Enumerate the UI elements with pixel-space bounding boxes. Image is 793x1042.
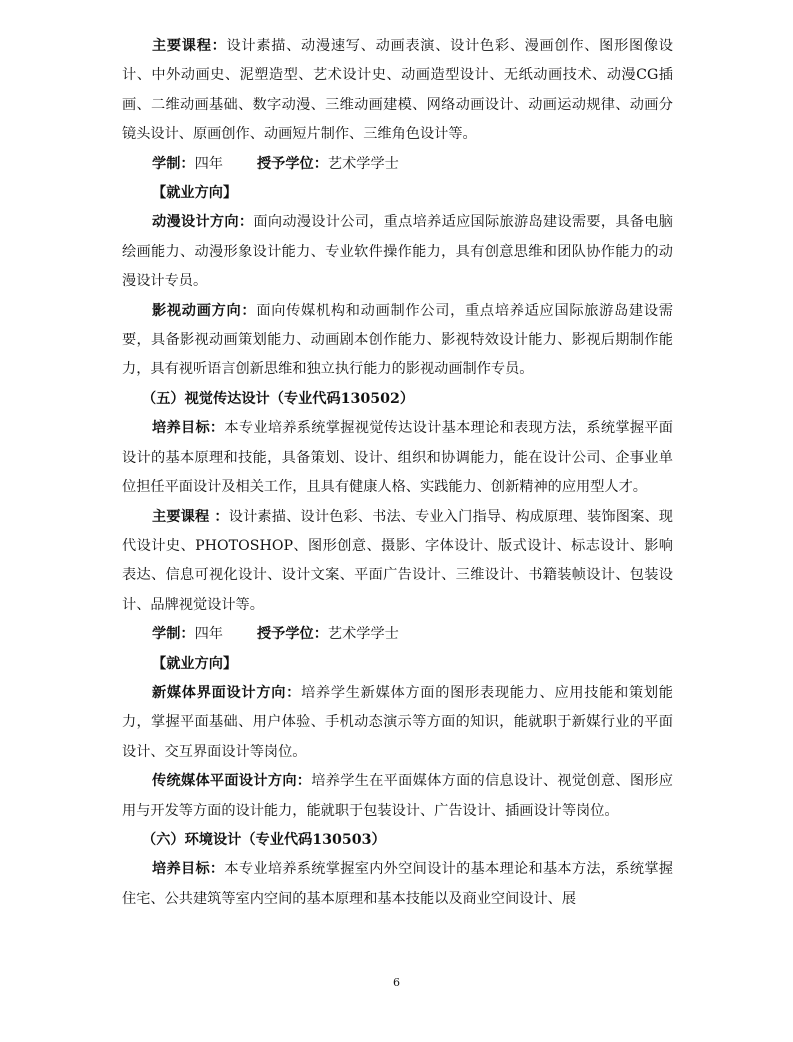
employment-paragraph (122, 679, 673, 767)
paragraph-label: 培养目标： (152, 420, 225, 437)
paragraph-label: 主要课程 ： (152, 508, 229, 525)
training-goal-paragraph (122, 855, 673, 914)
page-content (122, 32, 673, 914)
paragraph-label: 培养目标： (152, 861, 225, 878)
degree-value: 艺术学学士 (327, 626, 399, 643)
employment-paragraph (122, 208, 673, 296)
main-courses-paragraph (122, 32, 673, 150)
main-courses-paragraph (122, 503, 673, 621)
paragraph-label: 传统媒体平面设计方向： (152, 773, 312, 790)
section-title: （五）视觉传达设计（专业代码130502） (142, 390, 415, 407)
paragraph-text: 设计素描、设计色彩、书法、专业入门指导、构成原理、装饰图案、现代设计史、PHOTOSHOP、图形创意、摄影、字体设计、版式设计、标志设计、影响表达、信息可视化设计、设计文案、平面广告设计、三维设计、书籍装帧设计、包装设计、品牌视觉设计等。 (122, 508, 673, 613)
employment-paragraph (122, 767, 673, 826)
paragraph-label: 主要课程： (152, 38, 227, 54)
paragraph-text: 设计素描、动漫速写、动画表演、设计色彩、漫画创作、图形图像设计、中外动画史、泥塑造型、艺术设计史、动画造型设计、无纸动画技术、动漫CG插画、二维动画基础、数字动漫、三维动画建模、网络动画设计、动画运动规律、动画分镜头设计、原画创作、动画短片制作、三维角色设计等。 (122, 38, 673, 143)
degree-line (122, 150, 673, 179)
section-title: （六）环境设计（专业代码130503） (142, 831, 386, 848)
paragraph-label: 影视动画方向： (152, 302, 257, 319)
paragraph-label: 新媒体界面设计方向： (152, 684, 302, 701)
degree-label: 授予学位： (256, 155, 328, 172)
employment-heading: 【就业方向】 (152, 655, 238, 672)
paragraph-label: 动漫设计方向： (152, 214, 254, 231)
duration-value: 四年 (194, 155, 223, 172)
degree-line (122, 620, 673, 649)
duration-label: 学制： (152, 626, 195, 643)
paragraph-text: 培养学生在平面媒体方面的信息设计、视觉创意、图形应用与开发等方面的设计能力，能就职于包装设计、广告设计、插画设计等岗位。 (122, 773, 673, 819)
training-goal-paragraph (122, 414, 673, 502)
paragraph-text: 面向传媒机构和动画制作公司，重点培养适应国际旅游岛建设需要，具备影视动画策划能力、动画剧本创作能力、影视特效设计能力、影视后期制作能力，具有视听语言创新思维和独立执行能力的影视动画制作专员。 (122, 302, 673, 378)
employment-heading: 【就业方向】 (152, 185, 238, 202)
paragraph-text: 本专业培养系统掌握视觉传达设计基本理论和表现方法，系统掌握平面设计的基本原理和技能，具备策划、设计、组织和协调能力，能在设计公司、企事业单位担任平面设计及相关工作，且具有健康人格、实践能力、创新精神的应用型人才。 (122, 420, 673, 496)
employment-paragraph (122, 297, 673, 385)
paragraph-text: 培养学生新媒体方面的图形表现能力、应用技能和策划能力，掌握平面基础、用户体验、手机动态演示等方面的知识，能就职于新媒行业的平面设计、交互界面设计等岗位。 (122, 684, 673, 760)
duration-label: 学制： (152, 155, 195, 172)
paragraph-text: 面向动漫设计公司，重点培养适应国际旅游岛建设需要，具备电脑绘画能力、动漫形象设计能力、专业软件操作能力，具有创意思维和团队协作能力的动漫设计专员。 (122, 214, 673, 290)
duration-value: 四年 (194, 626, 223, 643)
degree-label: 授予学位： (256, 626, 328, 643)
page-number: 6 (393, 976, 400, 989)
degree-value: 艺术学学士 (327, 155, 399, 172)
paragraph-text: 本专业培养系统掌握室内外空间设计的基本理论和基本方法，系统掌握住宅、公共建筑等室内空间的基本原理和基本技能以及商业空间设计、展 (122, 861, 673, 907)
